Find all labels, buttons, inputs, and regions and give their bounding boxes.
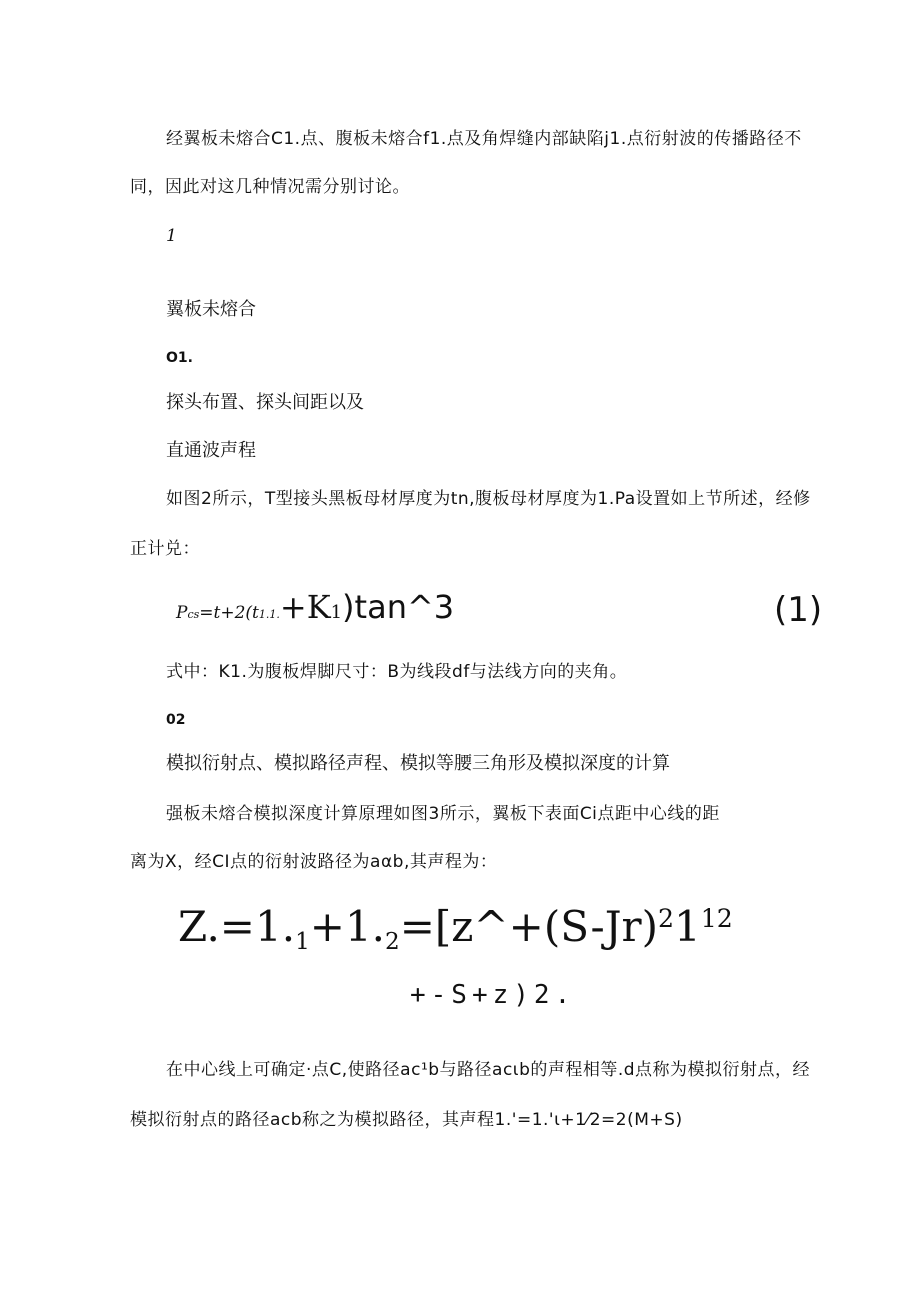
formula-2 [178, 902, 733, 955]
sub1-para-line-2: 正计兑： [130, 539, 200, 559]
formula-1-note: 式中：K1.为腹板焊脚尺寸：B为线段df与法线方向的夹角。 [166, 662, 628, 682]
sub2-number: 02 [166, 712, 186, 728]
formula-2-part-3: =[z^+(S-Jr) [399, 902, 659, 951]
sub1-title-line-1: 探头布置、探头间距以及 [166, 392, 364, 413]
sub1-number: O1. [166, 350, 193, 366]
formula-1-mid: =t+2(t [199, 603, 259, 623]
formula-2-part-2: +1. [309, 902, 386, 951]
formula-1-tail: )tan^3 [342, 588, 455, 626]
formula-2-sup-2: 12 [700, 904, 733, 934]
formula-1-lhs-sub: cs [187, 608, 200, 621]
final-para-line-2: 模拟衍射点的路径acb称之为模拟路径，其声程1.'=1.'ι+1⁄2=2(M+S) [130, 1110, 683, 1130]
formula-1-rhs-sub: 1 [330, 602, 343, 623]
sub1-para-line-1: 如图2所示，T型接头黑板母材厚度为tn,腹板母材厚度为1.Pa设置如上节所述，经修 [166, 489, 811, 509]
heading-flange: 翼板未熔合 [166, 299, 256, 320]
formula-1-mid-sub: 1.1. [258, 608, 280, 621]
formula-1-lhs: P [176, 603, 188, 623]
formula-2-part-4: 1 [674, 902, 701, 951]
formula-2-sub-2: 2 [385, 929, 400, 956]
sub2-title: 模拟衍射点、模拟路径声程、模拟等腰三角形及模拟深度的计算 [166, 753, 670, 774]
formula-2-sup-1: 2 [658, 904, 675, 934]
final-para-line-1: 在中心线上可确定·点C,使路径ac¹b与路径acιb的声程相等.d点称为模拟衍射点，经 [166, 1060, 811, 1080]
intro-line-2: 同，因此对这几种情况需分别讨论。 [130, 177, 410, 197]
sub1-title-line-2: 直通波声程 [166, 440, 256, 461]
formula-2-part-1: Z.=1. [178, 902, 296, 951]
formula-2-line-2: +-S+z)2. [410, 980, 576, 1010]
formula-1-number: (1) [774, 590, 823, 630]
sub2-para-line-1: 强板未熔合模拟深度计算原理如图3所示，翼板下表面Ci点距中心线的距 [166, 804, 720, 824]
formula-2-sub-1: 1 [295, 929, 310, 956]
formula-1-rhs: +K [279, 588, 331, 626]
intro-line-1: 经翼板未熔合C1.点、腹板未熔合f1.点及角焊缝内部缺陷j1.点衍射波的传播路径不 [166, 129, 802, 149]
sub2-para-line-2: 离为X，经CI点的衍射波路径为aαb,其声程为： [130, 852, 498, 872]
section-number: 1 [166, 226, 177, 246]
formula-1 [176, 588, 454, 638]
